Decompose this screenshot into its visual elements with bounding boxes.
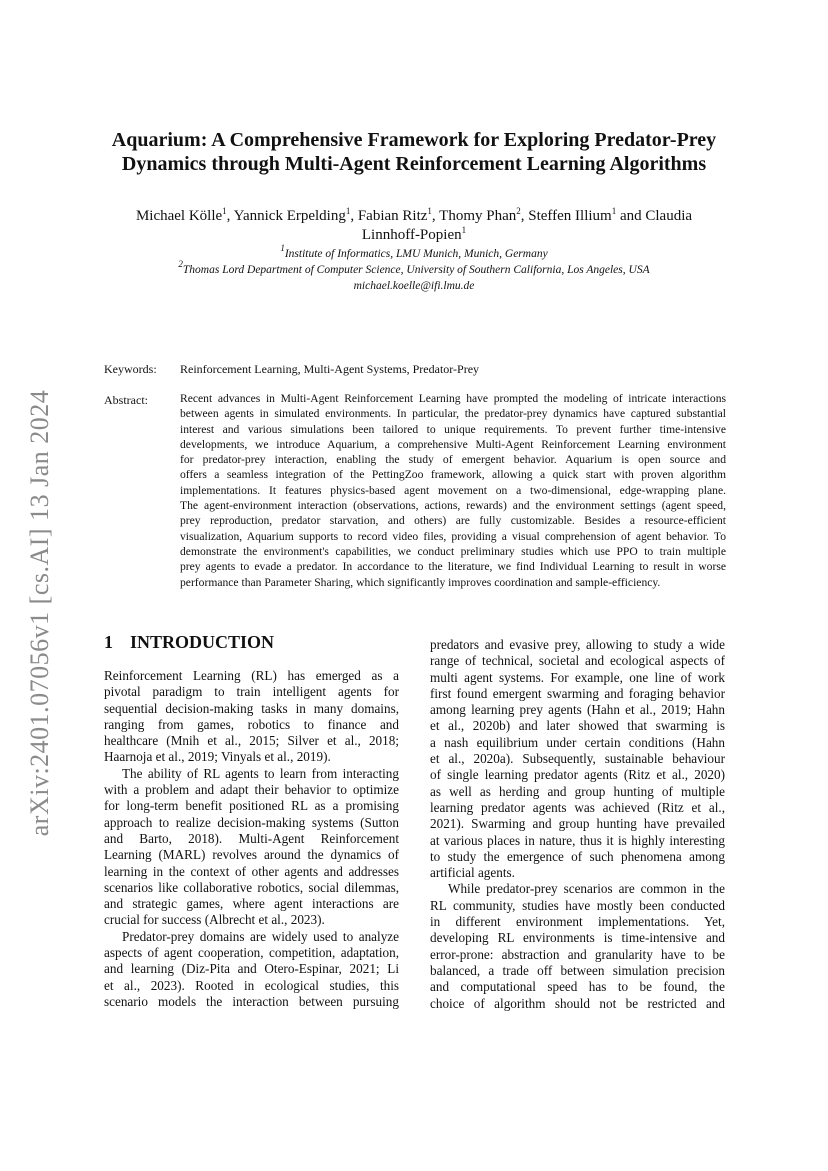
body-text-line: approach to realize decision-making systems (Sutton	[104, 814, 399, 830]
affiliation	[80, 259, 748, 278]
abstract-line: between agents in simulated environments. In particular, the predator-prey dynamics have captured substantial	[180, 407, 726, 421]
title-line: Aquarium: A Comprehensive Framework for Exploring Predator-Prey	[111, 129, 717, 151]
body-text-line: error-prone: abstraction and granularity have to be	[430, 946, 725, 962]
author-affil-mark: 1	[427, 206, 432, 216]
author-separator: ,	[520, 208, 529, 224]
author-name: Fabian Ritz	[357, 208, 428, 224]
author-name: Linnhoff-Popien	[361, 227, 462, 243]
body-text-line: The ability of RL agents to learn from interacting	[122, 765, 399, 781]
body-text-line: scenarios like collaborative robotics, social dilemmas,	[104, 879, 399, 895]
affiliation-text: Thomas Lord Department of Computer Science, University of Southern California, Los Angeles, USA	[182, 264, 650, 276]
abstract-line: offers a seamless integration of the PettingZoo framework, allowing a quick start with proven algorithm	[180, 468, 726, 482]
body-text-line: 2021). Swarming and group hunting have prevailed	[430, 816, 725, 832]
body-text-line: developing RL environments is time-intensive and	[430, 930, 725, 946]
body-text-line: ranging from games, robotics to finance and	[104, 716, 399, 732]
body-text-line: crucial for success (Albrecht et al., 2023).	[104, 912, 325, 928]
author-affil-mark: 1	[345, 206, 351, 216]
left-column	[104, 668, 399, 1010]
body-text-line: first found emergent swarming and foraging behavior	[430, 685, 725, 701]
author-name: Yannick Erpelding	[233, 208, 346, 224]
affiliation-mark: 1	[280, 243, 285, 253]
author-separator: ,	[226, 208, 234, 224]
body-text-line: and computational speed has to be found, the	[430, 979, 725, 995]
body-text-line: RL community, studies have mostly been conducted	[430, 897, 725, 913]
body-text-line: and strategic games, where agent interactions are	[104, 896, 399, 912]
abstract-line: visualization, Aquarium supports to record video files, providing a visual comprehension of agent behavior. To	[180, 529, 726, 543]
body-text-line: to study the emergence of such phenomena among	[430, 848, 725, 864]
body-text-line: with a problem and adapt their behavior to optimize	[104, 782, 399, 798]
body-text-line: et al., 2020a). Subsequently, sustainable behaviour	[430, 751, 725, 767]
body-text-line: in different environment implementations. Yet,	[430, 914, 725, 930]
body-text-line: as well as herding and group hunting of multiple	[430, 783, 725, 799]
body-text-line: sequential decision-making tasks in many domains,	[104, 700, 399, 716]
body-text-line: range of technical, societal and ecological aspects of	[430, 653, 725, 669]
body-text-line: at various places in nature, thus it is highly interesting	[430, 832, 725, 848]
author-name: Steffen Illium	[528, 208, 612, 224]
body-text-line: healthcare (Mnih et al., 2015; Silver et al., 2018;	[104, 733, 399, 749]
body-text-line: and Barto, 2018). Multi-Agent Reinforcement	[104, 830, 399, 846]
abstract-line: for predator-prey interaction, enabling the study of emergent behavior. Aquarium is open source and	[180, 453, 726, 467]
arxiv-stamp	[22, 376, 58, 850]
body-text-line: for long-term benefit positioned RL as a promising	[104, 798, 399, 814]
title-line: Dynamics through Multi-Agent Reinforcement Learning Algorithms	[121, 153, 707, 175]
body-text-line: of single learning predator agents (Ritz et al., 2020)	[430, 767, 725, 783]
body-text-line: learning in the context of other agents and addresses	[104, 863, 399, 879]
abstract-line: demonstrate the environment's capabilities, we conduct preliminary studies which use PPO to train multiple	[180, 544, 726, 558]
author-line	[80, 226, 748, 245]
author-separator: ,	[350, 208, 358, 224]
author-email[interactable]: michael.koelle@ifi.lmu.de	[353, 280, 475, 292]
body-text-line: Predator-prey domains are widely used to analyze	[122, 928, 399, 944]
paper-title	[80, 128, 748, 176]
section-heading	[104, 632, 274, 653]
body-text-line: and learning (Diz-Pita and Otero-Espinar, 2021; Li	[104, 961, 399, 977]
author-affil-mark: 1	[222, 206, 227, 216]
affiliations	[80, 243, 748, 294]
abstract-line: interest and various simulations been tailored to unique requirements. To prevent further time-intensive	[180, 422, 726, 436]
body-text-line: choice of algorithm should not be restricted and	[430, 995, 725, 1011]
author-name: Michael Kölle	[135, 208, 223, 224]
author-list	[80, 207, 748, 245]
author-affil-mark: 2	[516, 206, 521, 216]
body-text-line: balanced, a trade off between simulation precision	[430, 962, 725, 978]
author-line	[80, 207, 748, 226]
body-text-line: multi agent systems. For example, one line of work	[430, 669, 725, 685]
author-separator: and Claudia	[616, 208, 693, 224]
body-text-line: among learning prey agents (Hahn et al., 2019; Hahn	[430, 702, 725, 718]
abstract-label: Abstract:	[104, 393, 148, 407]
body-text-line: a nash equilibrium under certain conditions (Hahn	[430, 734, 725, 750]
author-name: Thomy Phan	[439, 208, 517, 224]
abstract-line: Recent advances in Multi-Agent Reinforcement Learning have prompted the modeling of intricate interactions	[180, 392, 726, 405]
affiliation-mark: 2	[178, 259, 183, 269]
body-text-line: Haarnoja et al., 2019; Vinyals et al., 2019).	[104, 749, 331, 765]
abstract-line: The agent-environment interaction (observations, actions, rewards) and the environment settings (agent speed,	[180, 499, 726, 513]
body-text-line: scenario models the interaction between pursuing	[104, 993, 399, 1009]
body-text-line: predators and evasive prey, allowing to study a wide	[430, 637, 725, 652]
arxiv-stamp-text: arXiv:2401.07056v1 [cs.AI] 13 Jan 2024	[25, 389, 54, 837]
section-number: 1	[104, 632, 113, 652]
abstract-text	[180, 391, 726, 590]
body-text-line: pivotal paradigm to train intelligent agents for	[104, 684, 399, 700]
body-text-line: et al., 2020b) and later showed that swarming is	[430, 718, 725, 734]
abstract-line: implementations. It features physics-based agent movement on a two-dimensional, edge-wrapping plane.	[180, 483, 726, 497]
section-title: INTRODUCTION	[130, 632, 275, 652]
body-text-line: Learning (MARL) revolves around the dynamics of	[104, 847, 399, 863]
abstract-line: performance than Parameter Sharing, which significantly improves coordination and sample-efficiency.	[180, 575, 661, 589]
body-text-line: aspects of agent cooperation, competition, adaptation,	[104, 945, 399, 961]
body-text-line: Reinforcement Learning (RL) has emerged as a	[104, 668, 399, 683]
abstract-line: developments, we introduce Aquarium, a comprehensive Multi-Agent Reinforcement Learning environment	[180, 437, 726, 451]
body-text-line: learning predator agents was achieved (Ritz et al.,	[430, 799, 725, 815]
affiliation-text: Institute of Informatics, LMU Munich, Munich, Germany	[284, 248, 548, 260]
abstract-line: prey agents to evade a predator. In accordance to the literature, we find Individual Learning to result in worse	[180, 560, 726, 574]
keywords-label: Keywords:	[104, 362, 157, 376]
author-affil-mark: 1	[611, 206, 617, 216]
author-separator: ,	[431, 208, 440, 224]
keywords-text: Reinforcement Learning, Multi-Agent Systems, Predator-Prey	[180, 362, 480, 376]
body-text-line: et al., 2023). Rooted in ecological studies, this	[104, 977, 399, 993]
right-column	[430, 637, 725, 1012]
abstract-line: prey reproduction, predator starvation, and others) are fully customizable. Besides a resource-efficient	[180, 514, 726, 528]
author-affil-mark: 1	[461, 225, 467, 235]
body-text-line: While predator-prey scenarios are common in the	[448, 881, 725, 897]
body-text-line: artificial agents.	[430, 865, 515, 881]
